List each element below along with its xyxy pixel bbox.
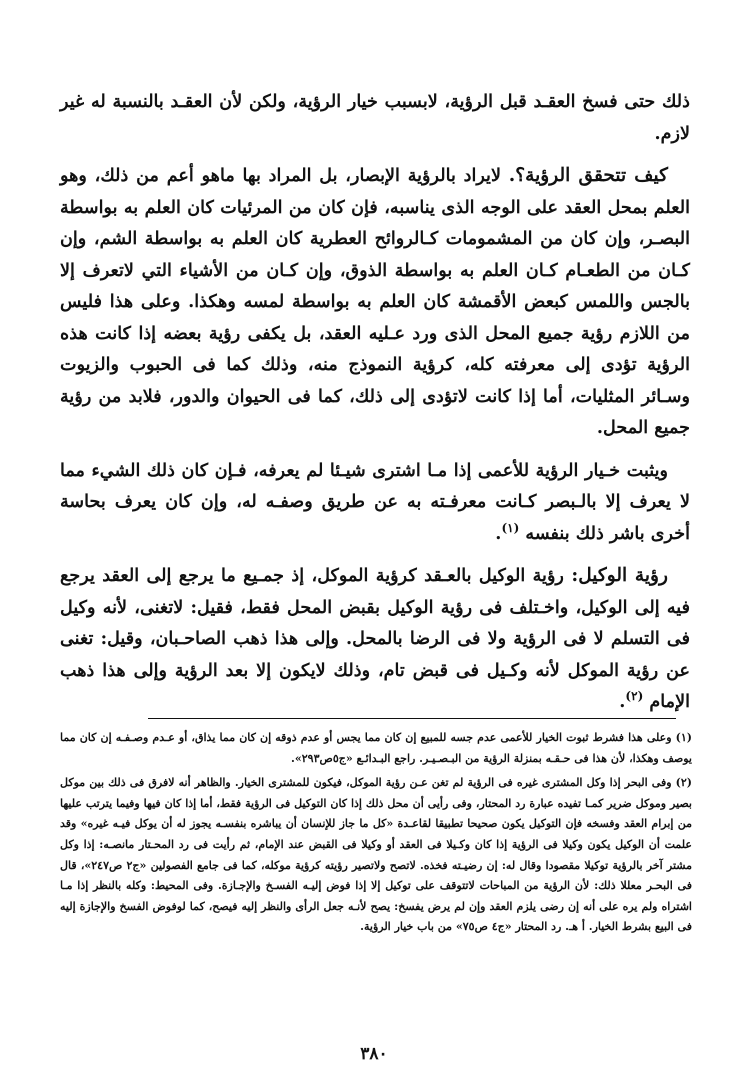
footnote-1: (١) وعلى هذا فشرط ثبوت الخيار للأعمى عدم جسه للمبيع إن كان مما يجس أو عدم ذوقه إن كان مما يذاق، أو عـدم وصـفـه إن كان مما يوصف وهكذا، لأن هذا فى حـقـه بمنزلة الرؤية من البـصـيـر. راجع البـدائـع «ج٥ص٢٩٣».: [60, 731, 692, 765]
footnotes: [60, 728, 692, 938]
paragraph-3-text: ويثبت خـيار الرؤية للأعمى إذا مـا اشترى شيـئا لم يعرفه، فـإن كان ذلك الشيء مما لا يعرف إلا بالـبصر كـانت معرفـته به عن طريق وصفـه له، وإن كان يعرف بحاسة أخرى باشر ذلك بنفسه: [60, 459, 690, 544]
paragraph-2-text: لايراد بالرؤية الإبصار، بل المراد بها ماهو أعم من ذلك، وهو العلم بمحل العقد على الوجه الذى يناسبه، فإن كان من المرئيات كان العلم به بواسطة البصـر، وإن كان من المشمومات كـالروائح العطرية كان العلم به بواسطة الشم، وإن كـان من الطعـام كـان العلم به بواسطة الذوق، وإن كـان من الأشياء التي لاتعرف إلا بالجس واللمس كبعض الأقمشة كان العلم به بواسطة لمسه وهكذا. وعلى هذا فليس من اللازم رؤية جميع المحل الذى ورد عـليه العقد، بل يكفى رؤية بعضه إذا كانت هذه الرؤية تؤدى إلى معرفته كله، كرؤية النموذج منه، وذلك كما فى الحبوب والزيوت وسـائر المثليات، أما إذا كانت لاتؤدى إلى ذلك، كما فى الحيوان والدور، فلابد من رؤية جميع المحل.: [60, 165, 690, 438]
paragraph-1-text: ذلك حتى فسخ العقـد قبل الرؤية، لابسبب خيار الرؤية، ولكن لأن العقـد بالنسبة له غير لازم.: [60, 91, 690, 144]
footnote-ref-1: (١): [501, 520, 520, 535]
footnote-divider: [148, 718, 676, 719]
page-number: ٣٨٠: [360, 1044, 388, 1064]
section-heading-agent-sight: رؤية الوكيل:: [571, 565, 669, 586]
paragraph-3: ويثبت خـيار الرؤية للأعمى إذا مـا اشترى شيـئا لم يعرفه، فـإن كان ذلك الشيء مما لا يعرف إلا بالـبصر كـانت معرفـته به عن طريق وصفـه له، وإن كان يعرف بحاسة أخرى باشر ذلك بنفسه $^{(١)}$.: [60, 459, 690, 544]
paragraph-2: [60, 160, 690, 444]
section-heading-how-sight-achieved: كيف تتحقق الرؤية؟.: [508, 165, 668, 186]
footnote-ref-2: (٢): [625, 689, 644, 704]
paragraph-4: رؤية الوكيل: رؤية الوكيل بالعـقد كرؤية الموكل، إذ جمـيع ما يرجع إلى العقد يرجع فيه إلى الوكيل، واخـتلف فى رؤية الوكيل بقبض المحل فقط، فقيل: لاتغنى، لأنه وكيل فى التسلم لا فى الرؤية ولا فى الرضا بالمحل. وإلى هذا ذهب الصاحـبان، وقيل: تغنى عن رؤية الموكل لأنه وكـيل فى قبض تام، وذلك لايكون إلا بعد الرؤية وإلى هذا ذهب الإمام $^{(٢)}$.: [60, 565, 690, 712]
main-text: [60, 86, 690, 718]
paragraph-1: [60, 86, 690, 149]
footnote-2: (٢) وفى البحر إذا وكل المشترى غيره فى الرؤية لم تغن عـن رؤية الموكل، فيكون للمشترى الخيار. والظاهر أنه لافرق فى ذلك بين موكل بصير وموكل ضرير كمـا تفيده عبارة رد المحتار، وفى رأيى أن محل ذلك إذا كان التوكيل فى الرؤية فقط، أما إذا كان فيها وفيما يترتب عليها من إبرام العقد وفسخه فإن التوكيل يكون صحيحا تطبيقا لقاعـدة «كل ما جاز للإنسان أن يباشره بنفسـه يجوز له أن يوكل فيـه غيره» وقد علمت أن الوكيل يكون وكيلا فى الرؤية إذا كان وكـيلا فى العقد أو وكيلا فى القبض عند الإمام، ثم رأيت فى رد المحـتار مانصـه: إذا وكل مشتر آخر بالرؤية توكيلا مقصودا وقال له: إن رضيـته فخذه. لاتصح ولاتصير رؤيته كرؤية موكله، كما فى جامع الفصولين «ج٢ ص٢٤٧»، قال فى البحـر معللا ذلك: لأن الرؤية من المباحات لاتتوقف على توكيل إلا إذا فوض إليـه الفسـخ والإجـازة. وفى المحيط: وكله بالنظر إذا مـا اشتراه ولم يره على أنه إن رضى يلزم العقد وإن لم يرض يفسخ: يصح لأنـه جعل الرأى والنظر إليه فيصح، كما لوفوض الفسخ والإجازة إليه فى البيع بشرط الخيار. أ هـ. رد المحتار «ج٤ ص٧٥» من باب خيار الرؤية.: [60, 776, 692, 934]
paragraph-4-text: رؤية الوكيل بالعـقد كرؤية الموكل، إذ جمـيع ما يرجع إلى العقد يرجع فيه إلى الوكيل، واخـتلف فى رؤية الوكيل بقبض المحل فقط، فقيل: لاتغنى، لأنه وكيل فى التسلم لا فى الرؤية ولا فى الرضا بالمحل. وإلى هذا ذهب الصاحـبان، وقيل: تغنى عن رؤية الموكل لأنه وكـيل فى قبض تام، وذلك لايكون إلا بعد الرؤية وإلى هذا ذهب الإمام: [60, 565, 690, 712]
